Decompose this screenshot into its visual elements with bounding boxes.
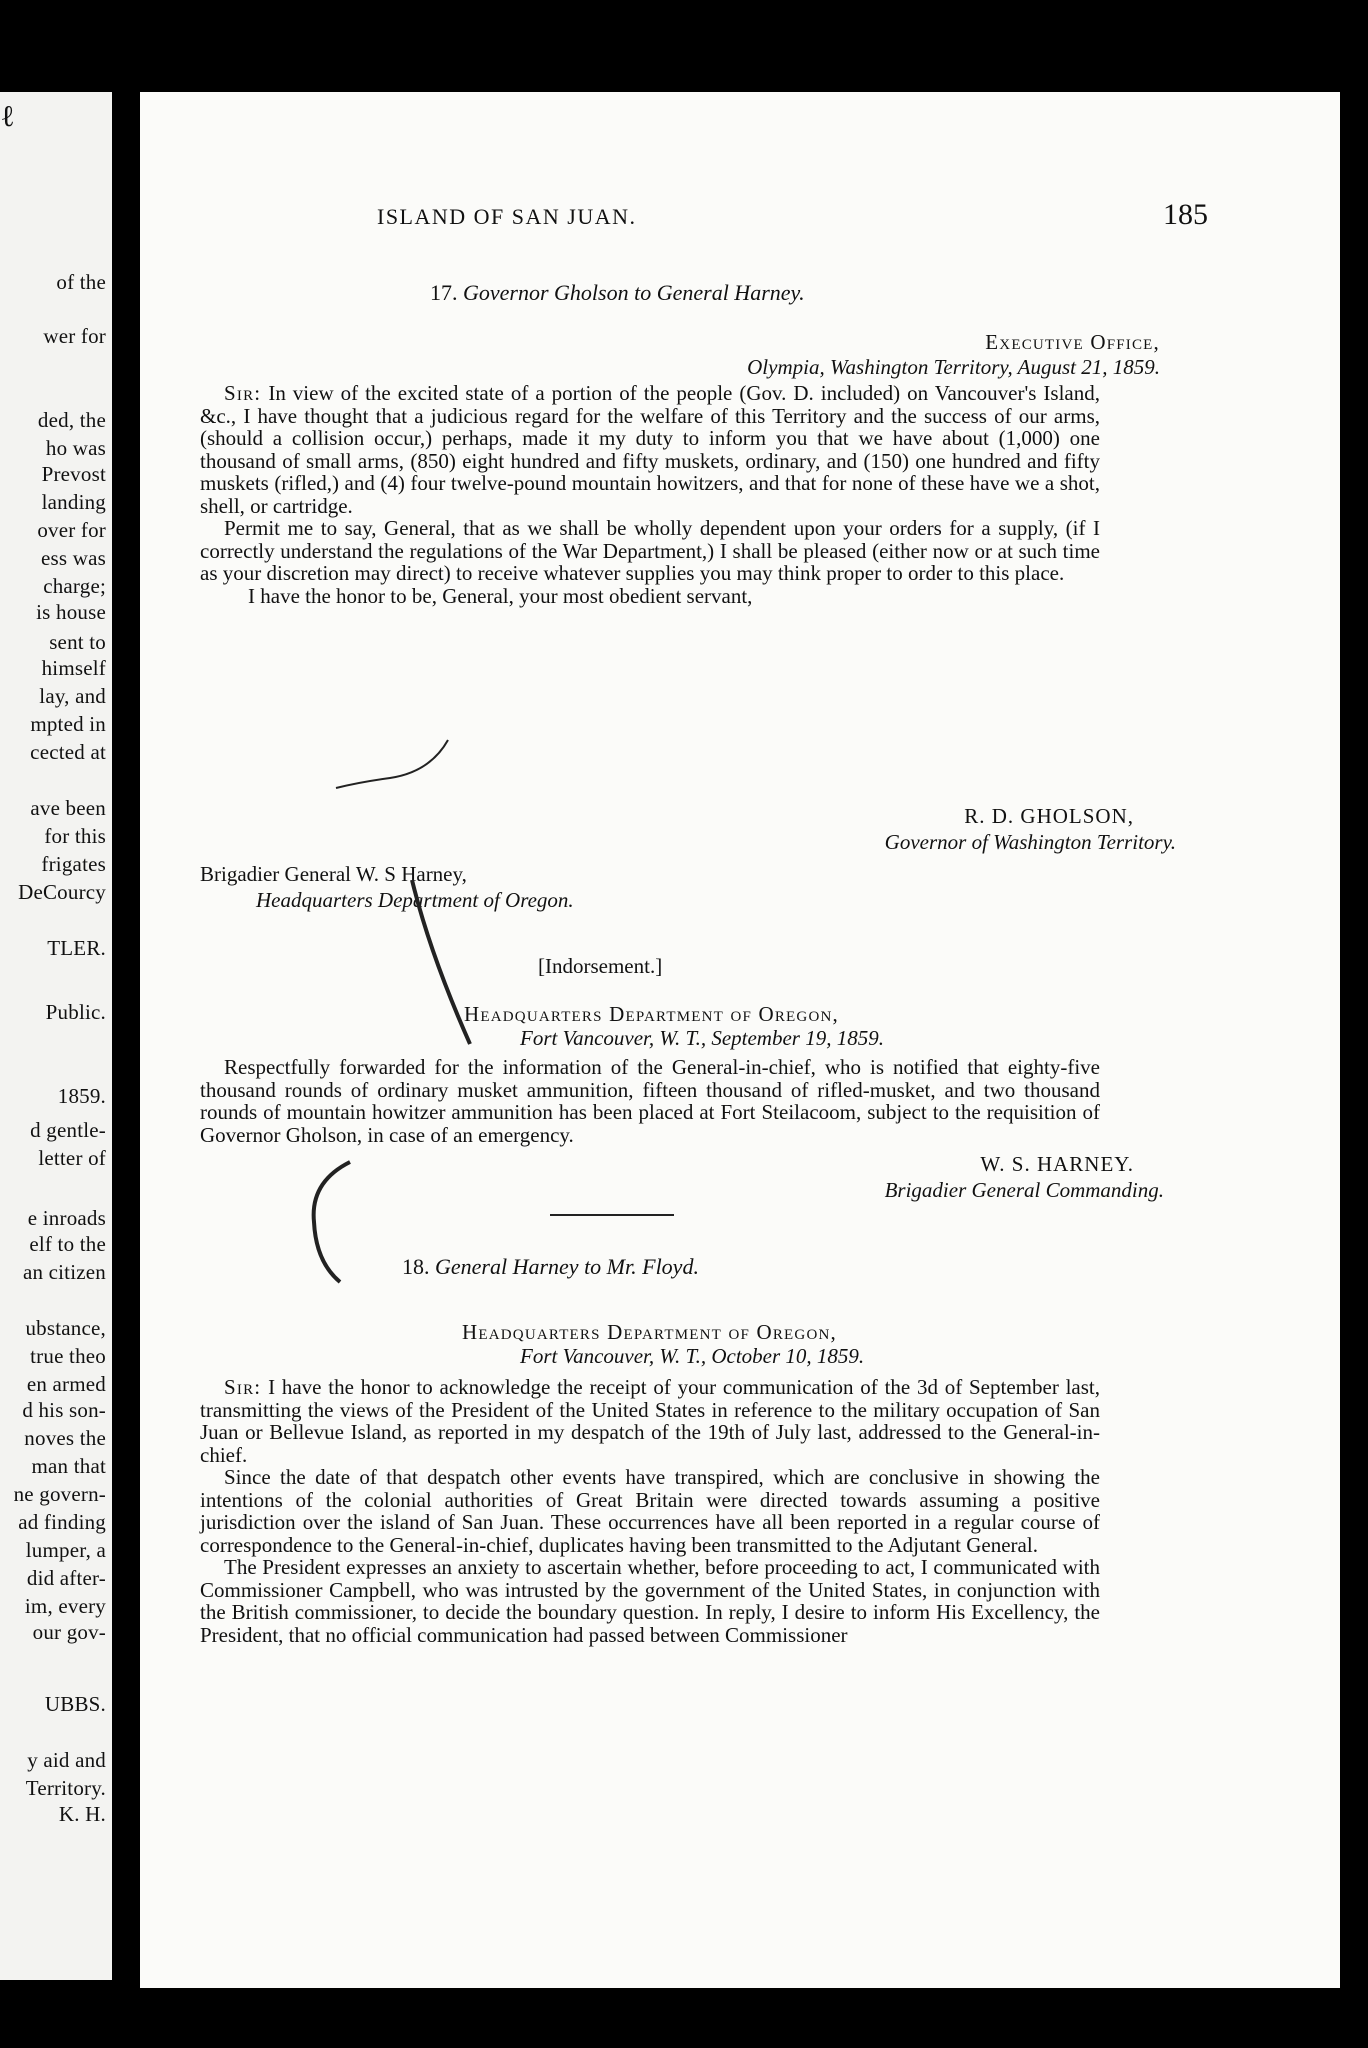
indorsement-body bbox=[200, 1056, 1100, 1146]
page-number: 185 bbox=[1163, 198, 1208, 231]
letter-17-paragraph-1: In view of the excited state of a portion of the people (Gov. D. included) on Vancouver's Island, &c., I have thought that a judicious regard for the welfare of this Territory and the success of our arms, (should a collision occur,) perhaps, made it my duty to inform you that we have about (1,000) one thousand of small arms, (850) eight hundred and fifty muskets, ordinary, and (150) one hundred and fifty muskets (rifled,) and (4) four twelve-pound mountain howitzers, and that for none of these have we a shot, shell, or cartridge. bbox=[200, 381, 1101, 518]
left-page-line: did after- bbox=[26, 1566, 106, 1590]
letter-17-place-date: Olympia, Washington Territory, August 21, 1859. bbox=[747, 355, 1160, 379]
letter-18-paragraph-3: The President expresses an anxiety to ascertain whether, before proceeding to act, I communicated with Commissioner Campbell, who was intrusted by the government of the United States, in conjunction with the British commissioner, to decide the boundary question. In reply, I desire to inform His Excellency, the President, that no official communication had passed between Commissioner bbox=[200, 1555, 1100, 1647]
left-page-line: Public. bbox=[45, 1000, 106, 1024]
left-page-line: is house bbox=[36, 600, 106, 624]
left-page-line: ad finding bbox=[18, 1510, 106, 1534]
letter-17-body bbox=[200, 382, 1100, 607]
left-page-line: mpted in bbox=[30, 712, 106, 736]
section-divider bbox=[550, 1214, 674, 1216]
running-head-title: ISLAND OF SAN JUAN. bbox=[377, 204, 637, 229]
left-page-line: TLER. bbox=[47, 936, 106, 960]
left-page-line: Territory. bbox=[25, 1776, 106, 1800]
left-page-line: our gov- bbox=[32, 1620, 106, 1644]
left-page-line: lay, and bbox=[39, 684, 106, 708]
left-page-line: wer for bbox=[43, 324, 106, 348]
left-page-line: DeCourcy bbox=[18, 880, 106, 904]
left-page-fragment bbox=[0, 92, 112, 1980]
page-185 bbox=[140, 92, 1340, 1988]
ink-mark: ℓ bbox=[2, 100, 14, 133]
letter-18-salutation: Sir: bbox=[224, 1375, 262, 1399]
left-page-line: ess was bbox=[41, 546, 106, 570]
left-page-line: UBBS. bbox=[44, 1692, 106, 1716]
left-page-line: ne govern- bbox=[13, 1482, 106, 1506]
left-page-line: ho was bbox=[45, 436, 106, 460]
left-page-line: Prevost bbox=[41, 462, 106, 486]
indorsement-text: Respectfully forwarded for the information of the General-in-chief, who is notified that eighty-five thousand rounds of ordinary musket ammunition, fifteen thousand of rifled-musket, and two thousand rounds of mountain howitzer ammunition has been placed at Fort Steilacoom, subject to the requisition of Governor Gholson, in case of an emergency. bbox=[200, 1055, 1100, 1147]
left-page-line: im, every bbox=[24, 1594, 106, 1618]
left-page-line: man that bbox=[31, 1454, 106, 1478]
indorsement-label: [Indorsement.] bbox=[538, 954, 663, 978]
indorsement-office: Headquarters Department of Oregon, bbox=[464, 1002, 839, 1026]
left-page-line: d his son- bbox=[22, 1398, 106, 1422]
left-page-line: for this bbox=[44, 824, 106, 848]
left-page-line: ave been bbox=[30, 796, 106, 820]
letter-17-number: 17. bbox=[430, 280, 458, 305]
letter-17-signature: R. D. GHOLSON, bbox=[964, 804, 1134, 828]
left-page-line: K. H. bbox=[58, 1802, 106, 1826]
left-page-line: d gentle- bbox=[30, 1118, 106, 1142]
letter-17-salutation: Sir: bbox=[224, 381, 262, 405]
left-page-line: lumper, a bbox=[25, 1538, 106, 1562]
letter-17-title: Governor Gholson to General Harney. bbox=[463, 280, 805, 305]
letter-18-paragraph-1: I have the honor to acknowledge the receipt of your communication of the 3d of September last, transmitting the views of the President of the United States in reference to the military occupation of San Juan or Bellevue Island, as reported in my despatch of the 19th of July last, addressed to the General-in-chief. bbox=[200, 1375, 1100, 1467]
left-page-line: frigates bbox=[41, 852, 106, 876]
left-page-line: true theo bbox=[30, 1344, 106, 1368]
letter-18-office: Headquarters Department of Oregon, bbox=[462, 1320, 837, 1344]
letter-17-heading bbox=[430, 280, 805, 306]
letter-17-addressee-line-2: Headquarters Department of Oregon. bbox=[256, 888, 574, 912]
pen-stroke-mark bbox=[330, 732, 460, 852]
left-page-line: over for bbox=[37, 518, 106, 542]
left-page-line: ded, the bbox=[37, 408, 106, 432]
indorsement-signature-title: Brigadier General Commanding. bbox=[884, 1178, 1164, 1202]
letter-18-place-date: Fort Vancouver, W. T., October 10, 1859. bbox=[520, 1344, 865, 1368]
letter-18-heading bbox=[402, 1254, 699, 1280]
letter-18-paragraph-2: Since the date of that despatch other events have transpired, which are conclusive in showing the intentions of the colonial authorities of Great Britain were directed towards assuming a positive jurisdiction over the island of San Juan. These occurrences have all been reported in a regular course of correspondence to the General-in-chief, duplicates having been transmitted to the Adjutant General. bbox=[200, 1465, 1100, 1557]
letter-18-number: 18. bbox=[402, 1254, 430, 1279]
letter-17-signature-title: Governor of Washington Territory. bbox=[884, 830, 1176, 854]
left-page-line: himself bbox=[41, 656, 106, 680]
left-page-line: cected at bbox=[30, 740, 106, 764]
left-page-line: ubstance, bbox=[25, 1316, 106, 1340]
left-page-line: elf to the bbox=[29, 1232, 106, 1256]
left-page-line: of the bbox=[56, 270, 106, 294]
letter-18-title: General Harney to Mr. Floyd. bbox=[435, 1254, 699, 1279]
left-page-line: charge; bbox=[43, 574, 106, 598]
bracket-mark bbox=[400, 874, 480, 1064]
running-head bbox=[200, 198, 1208, 240]
letter-18-body bbox=[200, 1376, 1100, 1646]
letter-17-closing: I have the honor to be, General, your most obedient servant, bbox=[248, 583, 753, 608]
left-page-line: letter of bbox=[38, 1146, 106, 1170]
left-page-line: an citizen bbox=[22, 1260, 106, 1284]
left-page-line: 1859. bbox=[57, 1084, 106, 1108]
left-page-line: y aid and bbox=[27, 1748, 106, 1772]
letter-17-office: Executive Office, bbox=[985, 330, 1160, 354]
left-page-line: e inroads bbox=[27, 1206, 106, 1230]
letter-17-paragraph-2: Permit me to say, General, that as we shall be wholly dependent upon your orders for a supply, (if I correctly understand the regulations of the War Department,) I shall be pleased (either now or at such time as your discretion may direct) to receive whatever supplies you may think proper to order to this place. bbox=[200, 516, 1100, 585]
left-page-line: noves the bbox=[24, 1426, 106, 1450]
letter-17-addressee: Brigadier General W. S Harney, bbox=[200, 862, 467, 886]
left-page-line: en armed bbox=[26, 1372, 106, 1396]
indorsement-place-date: Fort Vancouver, W. T., September 19, 1859. bbox=[520, 1026, 884, 1050]
left-page-line: sent to bbox=[49, 630, 106, 654]
indorsement-signature: W. S. HARNEY. bbox=[980, 1152, 1134, 1176]
curve-mark bbox=[290, 1152, 390, 1292]
left-page-line: landing bbox=[41, 490, 106, 514]
